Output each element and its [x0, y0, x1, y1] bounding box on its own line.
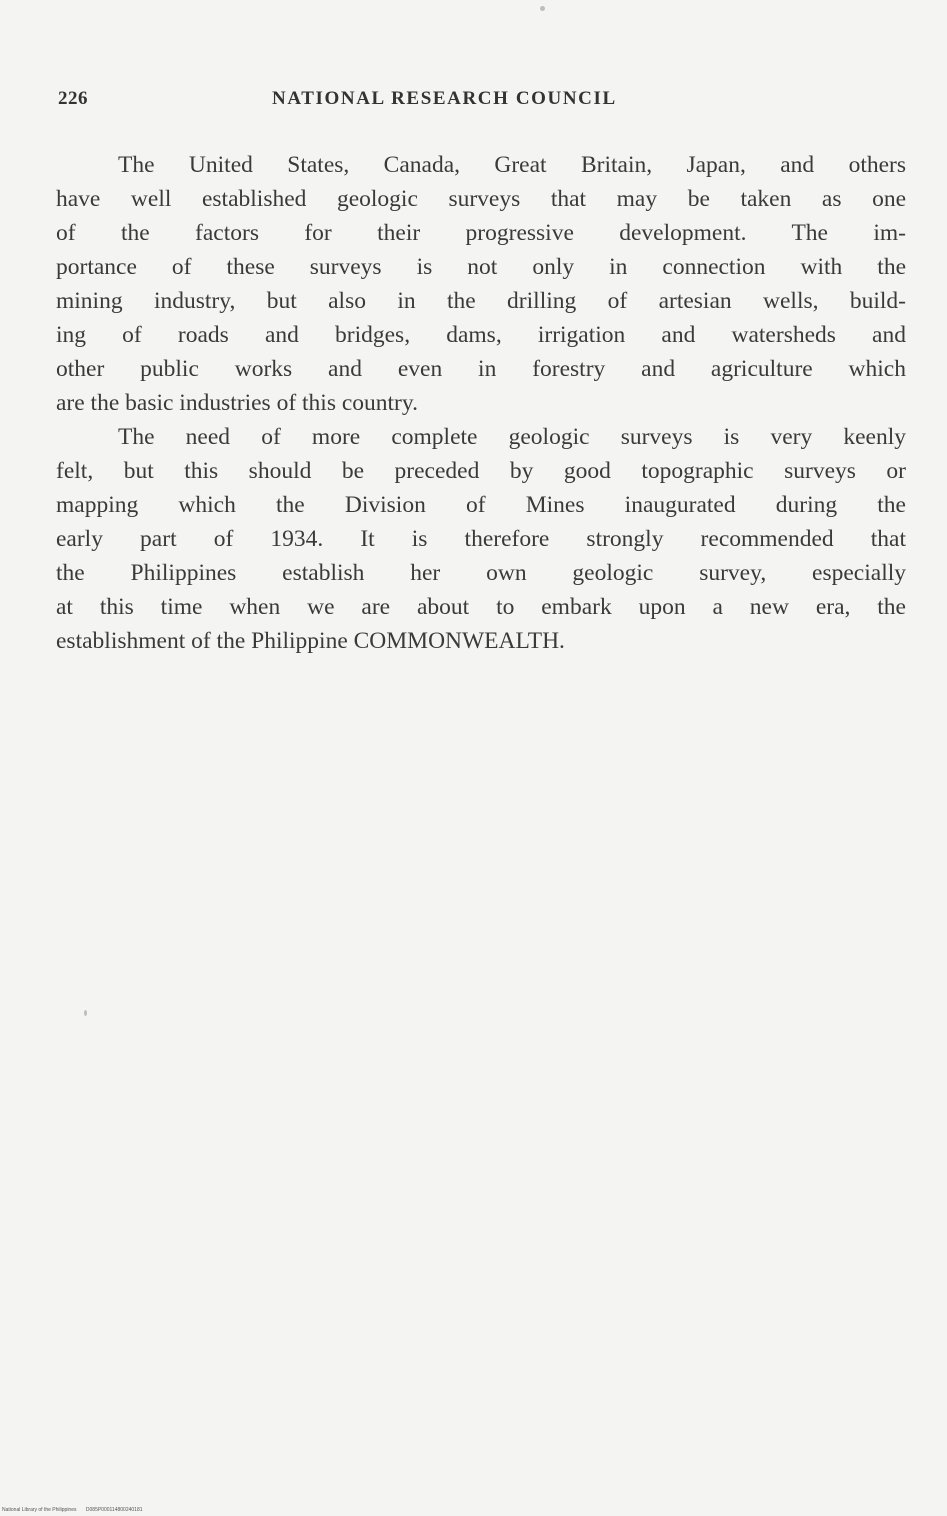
text-line: mining industry, but also in the drilling of artesian wells, build- [56, 288, 906, 314]
scan-speck [84, 1010, 87, 1016]
text-line: the Philippines establish her own geologic survey, especially [56, 560, 906, 586]
text-line: of the factors for their progressive development. The im- [56, 220, 906, 246]
text-line: are the basic industries of this country. [56, 390, 418, 416]
body-text [56, 148, 906, 658]
text-line: The need of more complete geologic surveys is very keenly [118, 424, 906, 450]
text-line: early part of 1934. It is therefore strongly recommended that [56, 526, 906, 552]
scan-code: D085P000114800240181 [85, 1507, 143, 1513]
text-line: ing of roads and bridges, dams, irrigation and watersheds and [56, 322, 906, 348]
text-line: The United States, Canada, Great Britain, Japan, and others [118, 152, 906, 178]
text-line: mapping which the Division of Mines inaugurated during the [56, 492, 906, 518]
paragraph-2 [56, 420, 906, 658]
page-header [58, 88, 898, 118]
text-line: felt, but this should be preceded by good topographic surveys or [56, 458, 906, 484]
text-line: establishment of the Philippine COMMONWEALTH. [56, 628, 565, 654]
page-number: 226 [58, 88, 88, 109]
library-credit: National Library of the Philippines [2, 1507, 77, 1513]
text-line: other public works and even in forestry and agriculture which [56, 356, 906, 382]
running-head: NATIONAL RESEARCH COUNCIL [272, 88, 617, 109]
text-line: portance of these surveys is not only in connection with the [56, 254, 906, 280]
text-line: at this time when we are about to embark upon a new era, the [56, 594, 906, 620]
scan-credit [2, 1507, 143, 1513]
text-line: have well established geologic surveys that may be taken as one [56, 186, 906, 212]
paragraph-1 [56, 148, 906, 420]
scan-speck [540, 6, 545, 11]
